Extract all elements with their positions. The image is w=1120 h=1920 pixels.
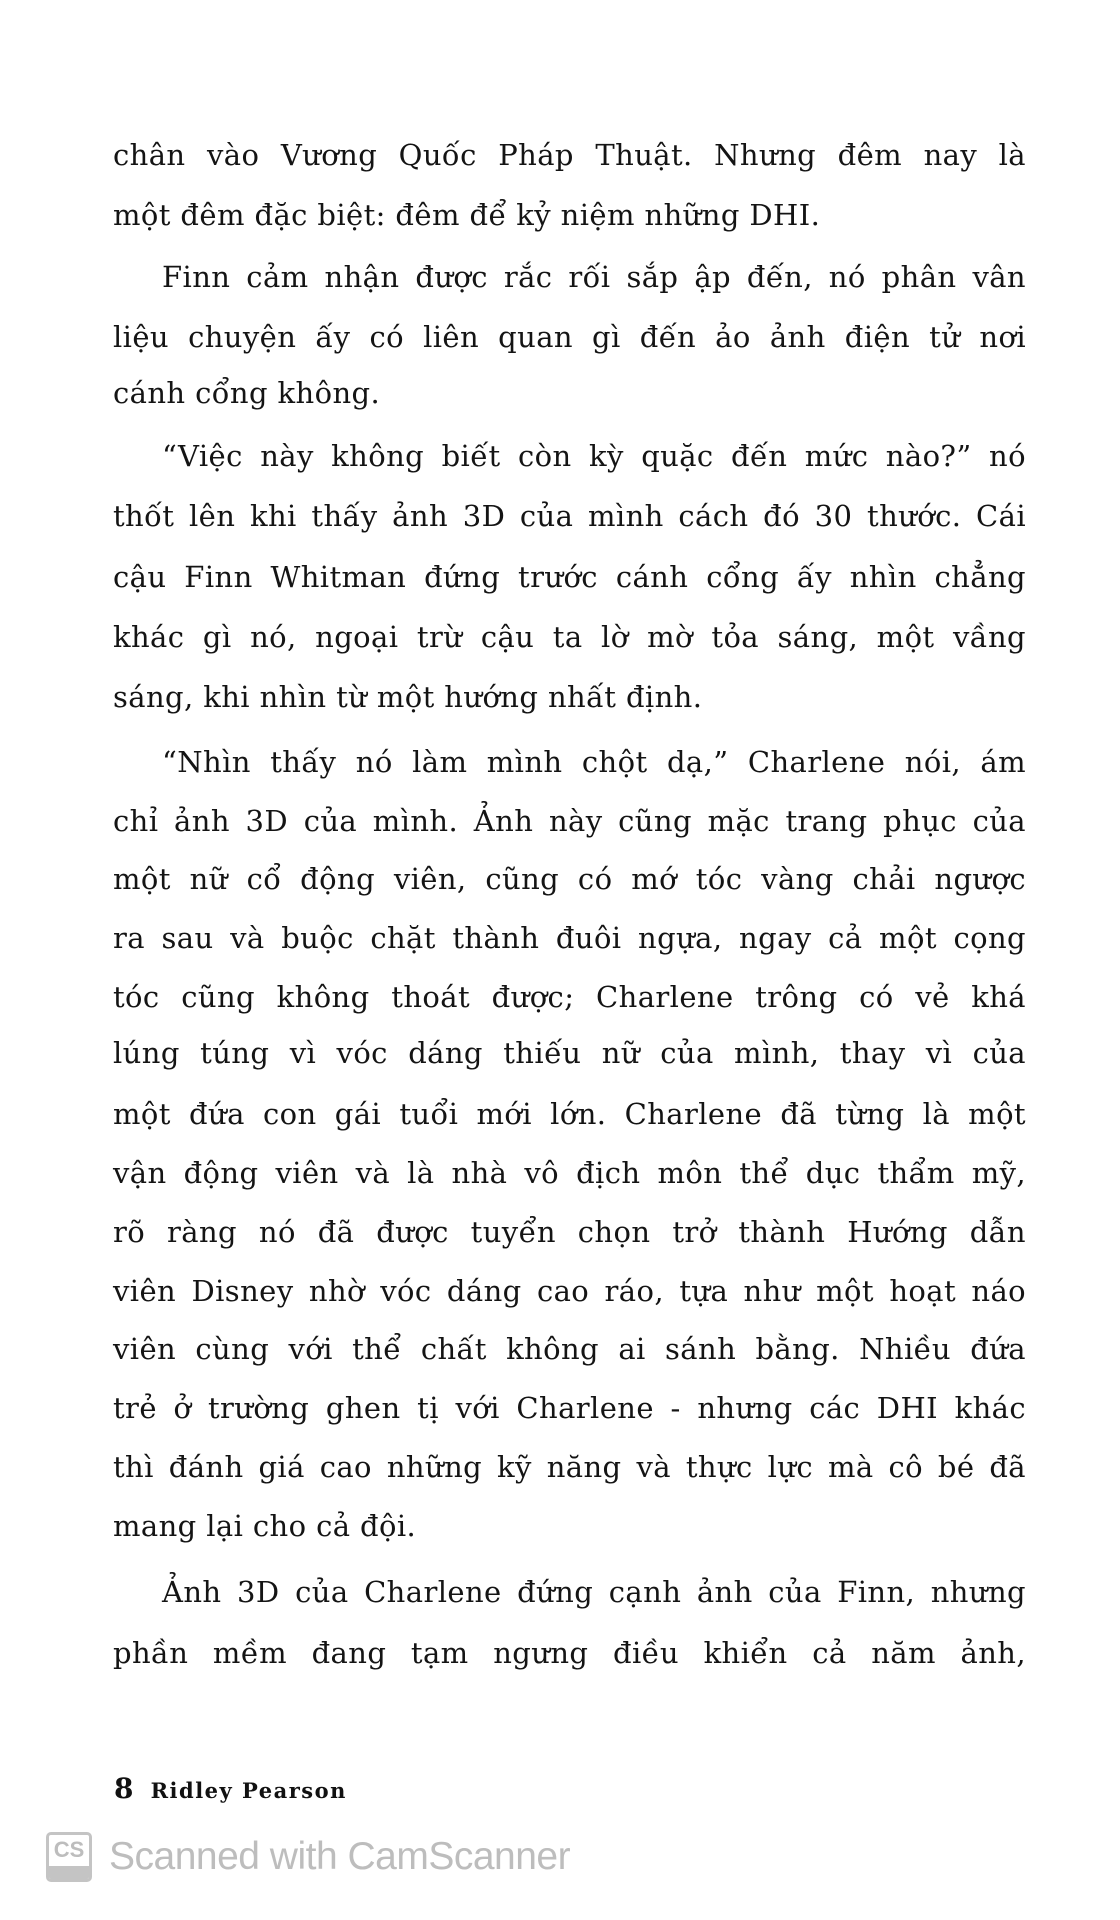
text-line: một đêm đặc biệt: đêm để kỷ niệm những DHI.: [113, 198, 821, 232]
text-line: trẻ ở trường ghen tị với Charlene - nhưng các DHI khác: [113, 1391, 1026, 1425]
text-line: sáng, khi nhìn từ một hướng nhất định.: [113, 680, 703, 714]
text-line: ra sau và buộc chặt thành đuôi ngựa, ngay cả một cọng: [113, 921, 1026, 955]
text-line: viên cùng với thể chất không ai sánh bằng. Nhiều đứa: [113, 1332, 1026, 1366]
text-line: lúng túng vì vóc dáng thiếu nữ của mình, thay vì của: [113, 1036, 1026, 1070]
text-line: viên Disney nhờ vóc dáng cao ráo, tựa như một hoạt náo: [113, 1274, 1026, 1308]
text-line: một nữ cổ động viên, cũng có mớ tóc vàng chải ngược: [113, 862, 1026, 896]
text-line: chỉ ảnh 3D của mình. Ảnh này cũng mặc trang phục của: [113, 804, 1026, 838]
text-line: Ảnh 3D của Charlene đứng cạnh ảnh của Finn, nhưng: [162, 1575, 1026, 1609]
page-number: 8: [114, 1772, 134, 1805]
watermark-text: Scanned with CamScanner: [109, 1835, 571, 1878]
text-line: Finn cảm nhận được rắc rối sắp ập đến, nó phân vân: [162, 260, 1026, 294]
camscanner-logo-icon: CS: [46, 1832, 92, 1882]
text-line: “Việc này không biết còn kỳ quặc đến mức nào?” nó: [162, 439, 1026, 473]
text-line: thì đánh giá cao những kỹ năng và thực lực mà cô bé đã: [113, 1450, 1026, 1484]
text-line: khác gì nó, ngoại trừ cậu ta lờ mờ tỏa sáng, một vầng: [113, 620, 1026, 654]
text-line: thốt lên khi thấy ảnh 3D của mình cách đó 30 thước. Cái: [113, 499, 1026, 533]
text-line: phần mềm đang tạm ngưng điều khiển cả năm ảnh,: [113, 1636, 1026, 1670]
text-line: liệu chuyện ấy có liên quan gì đến ảo ảnh điện tử nơi: [113, 320, 1026, 354]
text-line: cậu Finn Whitman đứng trước cánh cổng ấy nhìn chẳng: [113, 560, 1026, 594]
author-name: Ridley Pearson: [150, 1778, 347, 1803]
page-footer: [114, 1772, 347, 1805]
text-line: vận động viên và là nhà vô địch môn thể dục thẩm mỹ,: [113, 1156, 1026, 1190]
text-line: cánh cổng không.: [113, 376, 381, 410]
text-line: mang lại cho cả đội.: [113, 1509, 417, 1543]
text-line: rõ ràng nó đã được tuyển chọn trở thành Hướng dẫn: [113, 1215, 1026, 1249]
text-line: “Nhìn thấy nó làm mình chột dạ,” Charlene nói, ám: [162, 745, 1026, 779]
text-line: một đứa con gái tuổi mới lớn. Charlene đã từng là một: [113, 1097, 1026, 1131]
camscanner-watermark: [46, 1832, 570, 1882]
text-line: tóc cũng không thoát được; Charlene trông có vẻ khá: [113, 980, 1026, 1014]
text-line: chân vào Vương Quốc Pháp Thuật. Nhưng đêm nay là: [113, 138, 1026, 172]
